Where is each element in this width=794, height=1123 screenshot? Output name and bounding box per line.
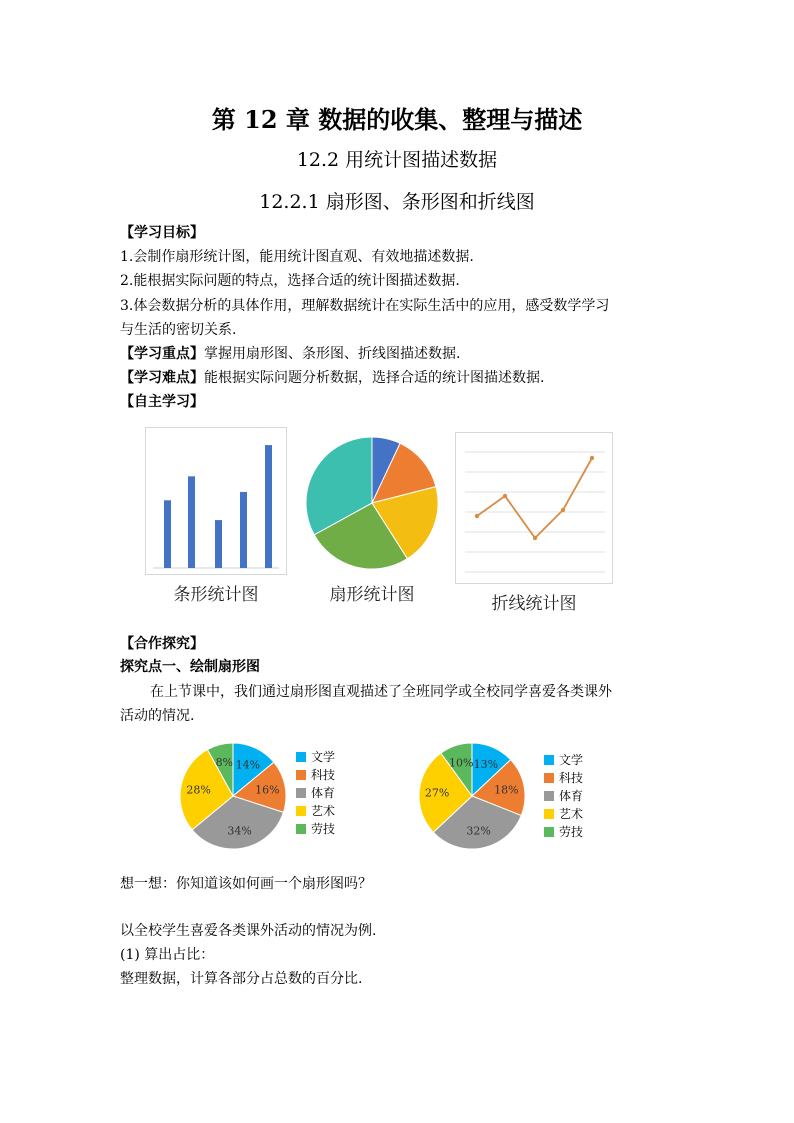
legend-label: 体育: [311, 786, 336, 800]
legend-swatch: [544, 827, 554, 837]
bar: [215, 520, 222, 568]
legend-item: [544, 805, 583, 823]
paragraph-line: 活动的情况.: [120, 708, 195, 724]
legend-school: [544, 751, 583, 841]
difficulty-line: [120, 367, 690, 389]
slice-label: 14%: [235, 758, 261, 772]
slice-label: 28%: [186, 783, 211, 797]
slice-label: 18%: [494, 783, 519, 797]
bar: [164, 500, 171, 568]
pie-caption: 扇形统计图: [329, 585, 415, 605]
section-title: 12.2 用统计图描述数据: [296, 149, 498, 171]
slice-label: 32%: [466, 824, 491, 838]
legend-label: 体育: [559, 789, 584, 803]
bar-chart-figure: [145, 427, 287, 575]
legend-swatch: [296, 770, 306, 780]
goal-line: 2.能根据实际问题的特点，选择合适的统计图描述数据.: [120, 273, 460, 289]
goal-line: 1.会制作扇形统计图，能用统计图直观、有效地描述数据.: [120, 249, 474, 265]
slice-label: 27%: [424, 786, 450, 800]
legend-item: [544, 823, 583, 841]
self-study-heading: 【自主学习】: [120, 394, 204, 410]
legend-label: 艺术: [311, 804, 336, 818]
line-chart-figure: [455, 432, 613, 584]
legend-label: 文学: [311, 750, 336, 764]
bar: [265, 445, 272, 568]
data-point: [475, 514, 479, 518]
legend-swatch: [296, 752, 306, 762]
difficulty-label: 【学习难点】: [120, 370, 204, 386]
goal-line: 与生活的密切关系.: [120, 322, 237, 338]
slice-label: 8%: [215, 756, 234, 770]
chapter-title: 第 12 章 数据的收集、整理与描述: [211, 105, 583, 134]
subsection-title: 12.2.1 扇形图、条形图和折线图: [259, 191, 535, 213]
legend-swatch: [544, 755, 554, 765]
bar-caption: 条形统计图: [173, 585, 259, 605]
legend-item: [296, 802, 335, 820]
legend-item: [544, 787, 583, 805]
step1-text: 整理数据，计算各部分占总数的百分比.: [120, 971, 363, 987]
legend-item: [296, 748, 335, 766]
legend-label: 文学: [559, 753, 584, 767]
example-line: 以全校学生喜爱各类课外活动的情况为例.: [120, 923, 377, 939]
legend-class: [296, 748, 335, 838]
legend-swatch: [296, 806, 306, 816]
focus-label: 【学习重点】: [120, 346, 204, 362]
goal-line: 3.体会数据分析的具体作用，理解数据统计在实际生活中的应用，感受数学学习: [120, 298, 610, 314]
focus-line: [120, 343, 690, 365]
focus-text: 掌握用扇形图、条形图、折线图描述数据.: [204, 346, 461, 362]
pie-chart-figure: [302, 433, 442, 573]
slice-label: 16%: [255, 783, 280, 797]
slice-label: 34%: [227, 824, 252, 838]
legend-label: 科技: [311, 768, 336, 782]
legend-label: 艺术: [559, 807, 584, 821]
legend-item: [544, 769, 583, 787]
data-point: [561, 508, 565, 512]
goals-heading: 【学习目标】: [120, 225, 204, 241]
slice-label: 10%: [448, 756, 474, 770]
data-point: [503, 494, 507, 498]
bar: [188, 476, 195, 568]
legend-item: [296, 820, 335, 838]
line-caption: 折线统计图: [491, 594, 577, 614]
legend-item: [296, 784, 335, 802]
legend-label: 科技: [559, 771, 584, 785]
legend-swatch: [296, 824, 306, 834]
explore1-heading: 探究点一、绘制扇形图: [120, 659, 260, 675]
legend-item: [296, 766, 335, 784]
legend-label: 劳技: [559, 825, 584, 839]
legend-swatch: [296, 788, 306, 798]
coop-heading: 【合作探究】: [120, 636, 204, 652]
figure-frame: [456, 433, 613, 584]
think-question: 想一想：你知道该如何画一个扇形图吗？: [120, 876, 372, 892]
data-point: [533, 536, 537, 540]
legend-item: [544, 751, 583, 769]
data-point: [590, 456, 594, 460]
legend-swatch: [544, 791, 554, 801]
difficulty-text: 能根据实际问题分析数据，选择合适的统计图描述数据.: [204, 370, 545, 386]
paragraph-line: 在上节课中，我们通过扇形图直观描述了全班同学或全校同学喜爱各类课外: [150, 684, 612, 700]
step1-line: (1) 算出占比：: [120, 947, 215, 963]
legend-label: 劳技: [311, 822, 336, 836]
bar: [240, 492, 247, 568]
pie-chart-school: [414, 741, 534, 851]
slice-label: 13%: [473, 757, 499, 771]
pie-chart-class: [175, 741, 295, 851]
legend-swatch: [544, 809, 554, 819]
legend-swatch: [544, 773, 554, 783]
